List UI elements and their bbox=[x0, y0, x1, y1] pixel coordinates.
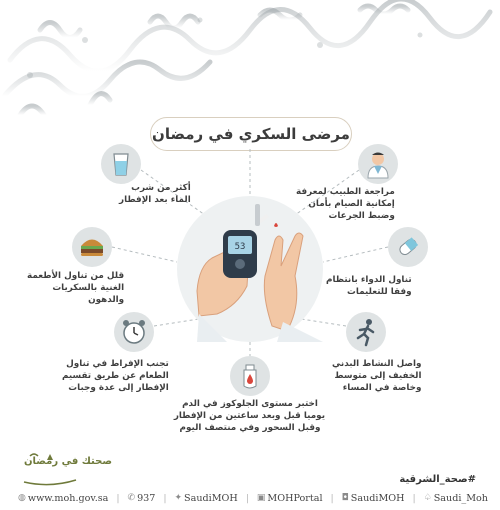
tip-meal: تجنب الإفراط في تناول الطعام عن طريق تقسيم الإفطار إلى عدة وجبات bbox=[62, 359, 169, 393]
tip-exercise: واصل النشاط البدني الخفيف إلى متوسط وخاصة في المساء bbox=[332, 359, 422, 393]
footer-snapchat[interactable]: ♤ Saudi_Moh bbox=[423, 492, 488, 504]
blood-drop-vial-icon bbox=[230, 356, 270, 396]
tip-doctor: مراجعة الطبيب لمعرفة إمكانية الصيام بأمان وضبط الجرعات bbox=[296, 187, 395, 221]
hashtag: #صحة_الشرقية bbox=[399, 474, 476, 485]
page-title: مرضى السكري في رمضان bbox=[150, 117, 352, 151]
portal-icon: ▣ bbox=[256, 493, 266, 503]
instagram-icon: ◘ bbox=[341, 493, 349, 503]
runner-icon bbox=[346, 312, 386, 352]
glass-of-water-icon bbox=[101, 144, 141, 184]
footer-instagram[interactable]: ◘ SaudiMOH bbox=[341, 492, 405, 504]
brand-logo-text: صحتك في رمضان bbox=[24, 456, 112, 467]
svg-text:53: 53 bbox=[234, 242, 246, 252]
tip-glucose: اختبر مستوى الجلوكوز في الدم يوميا قبل وبعد ساعتين من الإفطار وقبل السحور وفي منتصف اليوم bbox=[173, 399, 325, 433]
footer-phone[interactable]: ✆ 937 bbox=[127, 492, 156, 504]
footer-bar: ◍ www.moh.gov.sa | ✆ 937 | ✦ SaudiMOH | ▣ MOHPortal | ◘ SaudiMOH | ♤ Saudi_Moh bbox=[18, 492, 488, 504]
burger-icon bbox=[72, 227, 112, 267]
doctor-icon bbox=[358, 144, 398, 184]
alarm-clock-icon bbox=[114, 312, 154, 352]
footer-portal[interactable]: ▣ MOHPortal bbox=[256, 492, 323, 504]
snapchat-icon: ♤ bbox=[423, 493, 432, 503]
phone-icon: ✆ bbox=[127, 493, 136, 503]
twitter-icon: ✦ bbox=[174, 493, 183, 503]
globe-icon: ◍ bbox=[18, 493, 26, 503]
tip-water: أكثر من شرب الماء بعد الإفطار bbox=[119, 183, 191, 205]
tip-medicine: تناول الدواء بانتظام وفقا للتعليمات bbox=[326, 275, 412, 297]
tip-food: قلل من تناول الأطعمة الغنية بالسكريات والدهون bbox=[27, 271, 125, 305]
footer-website[interactable]: ◍ www.moh.gov.sa bbox=[18, 492, 109, 504]
footer-twitter[interactable]: ✦ SaudiMOH bbox=[174, 492, 238, 504]
pill-capsule-icon bbox=[388, 227, 428, 267]
